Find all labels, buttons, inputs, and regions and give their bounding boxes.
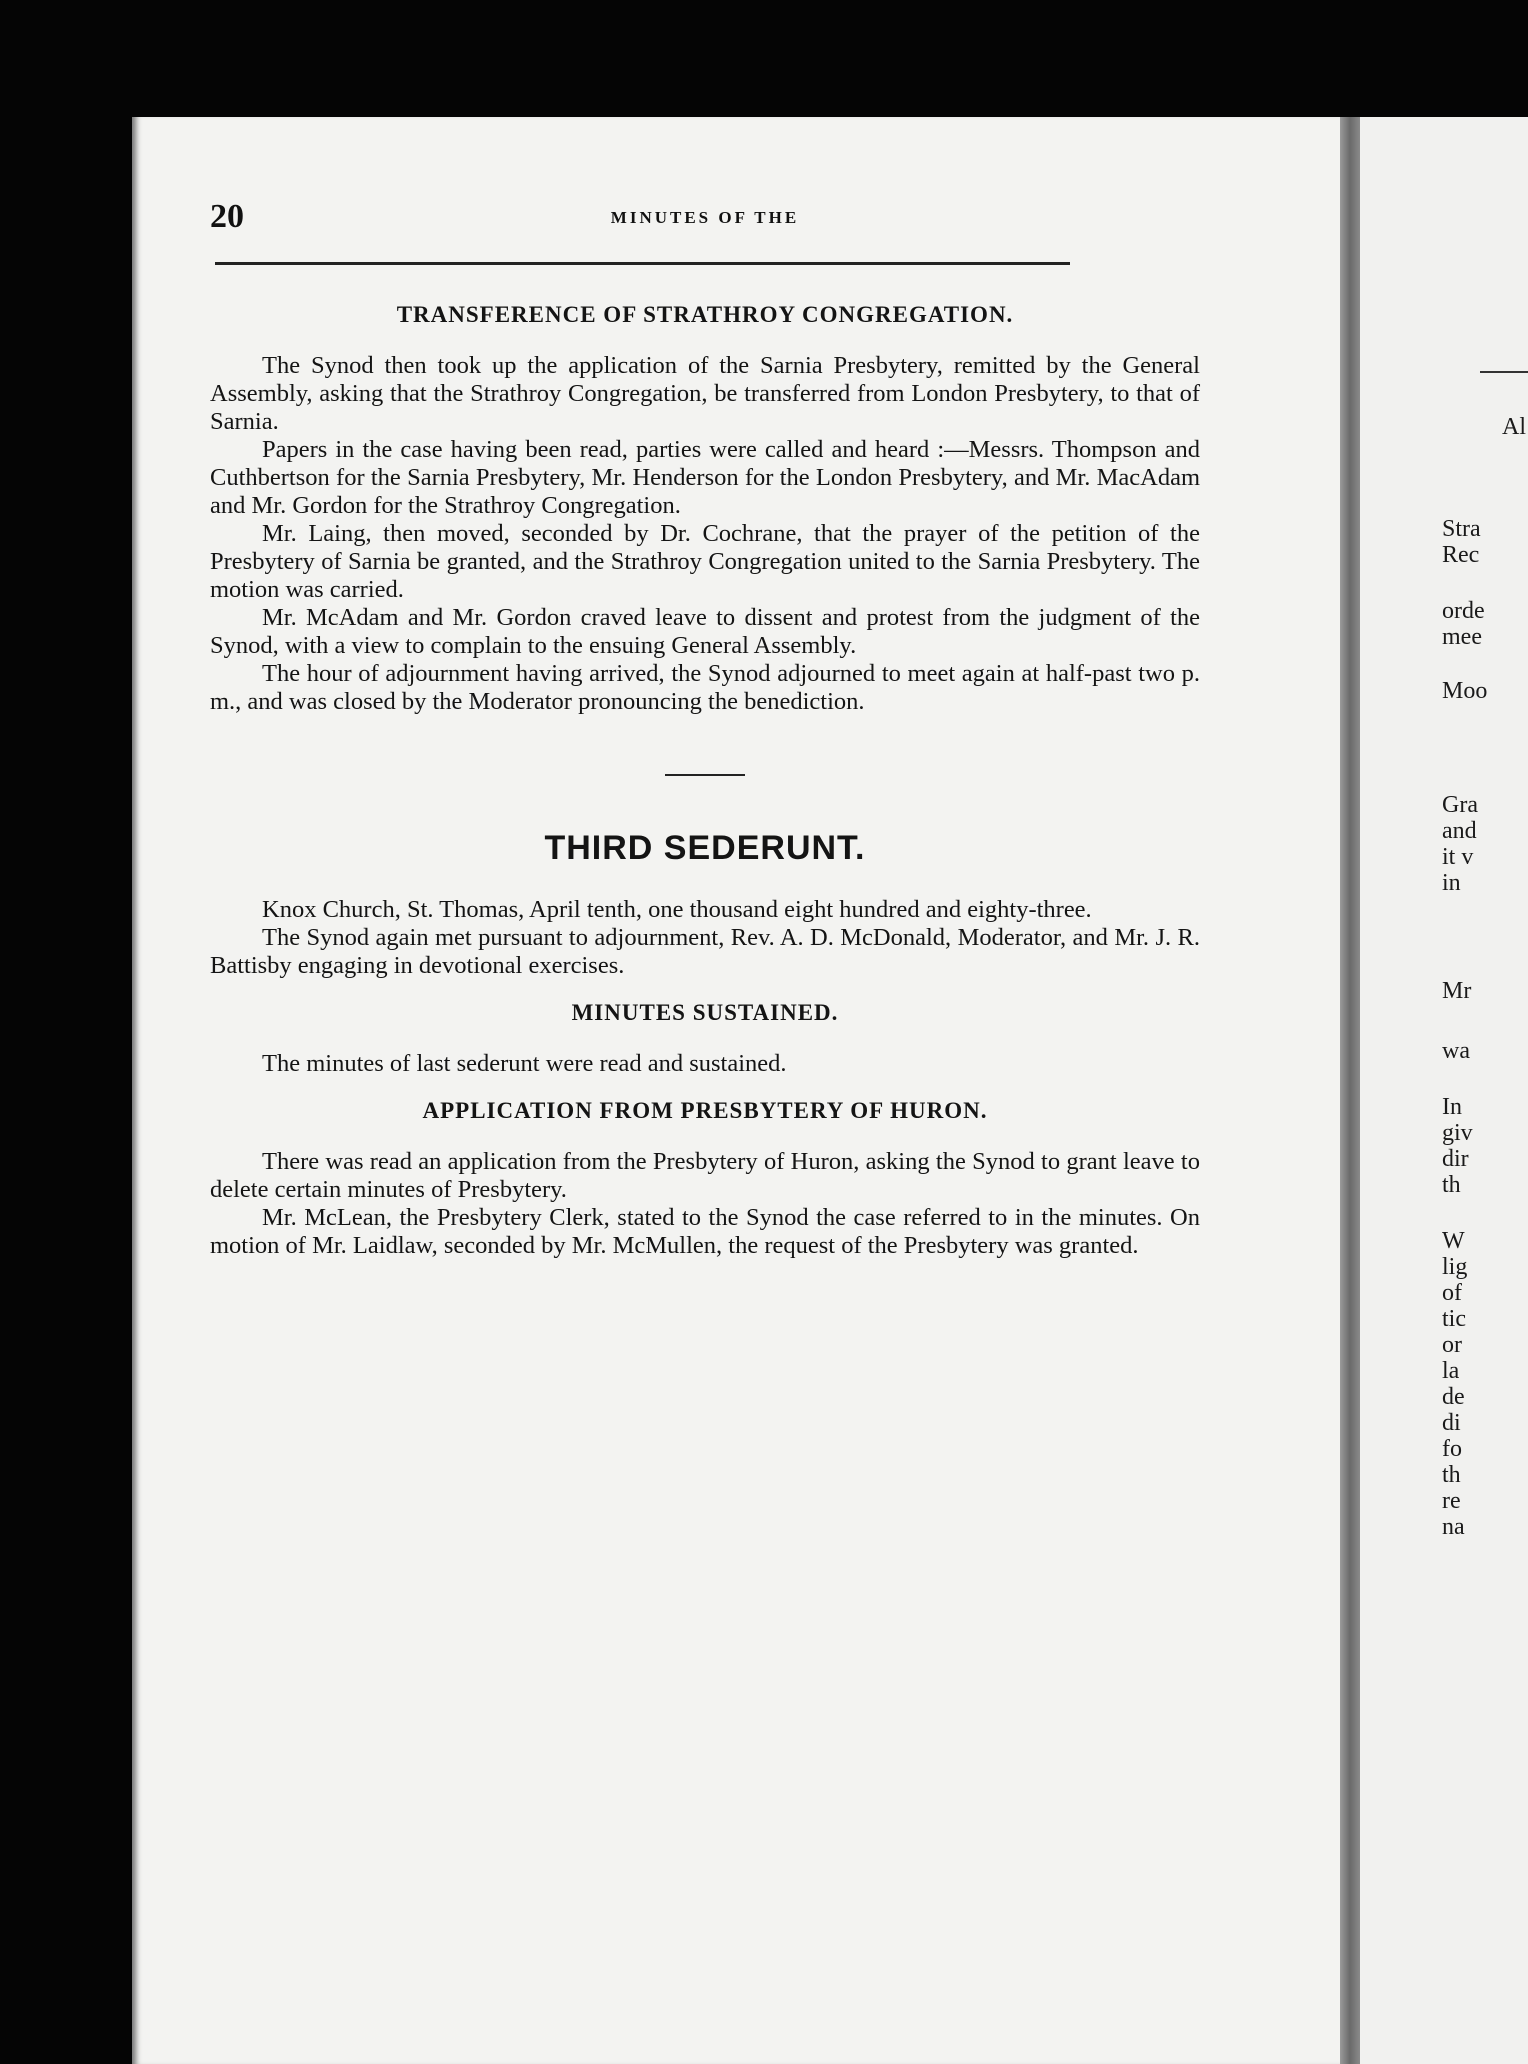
section-third-sederunt [210, 828, 1200, 980]
section-transference [210, 300, 1200, 716]
right-page-fragment: th [1442, 1172, 1461, 1198]
right-page-header-rule [1480, 371, 1528, 373]
right-page-fragment: th [1442, 1462, 1461, 1488]
right-page-fragment: W [1442, 1228, 1465, 1254]
section-heading: MINUTES SUSTAINED. [571, 1000, 839, 1025]
right-page-fragment: Mr [1442, 978, 1472, 1004]
right-page-fragment: Stra [1442, 516, 1481, 542]
page-number: 20 [210, 198, 244, 235]
paragraph: Mr. McLean, the Presbytery Clerk, stated to the Synod the case referred to in the minutes. On motion of Mr. Laidlaw, seconded by Mr. McMullen, the request of the Presbytery was granted. [210, 1204, 1200, 1259]
section-huron [210, 1096, 1200, 1260]
right-page-fragment: mee [1442, 624, 1482, 650]
right-page-fragment: re [1442, 1488, 1461, 1514]
section-heading: TRANSFERENCE OF STRATHROY CONGREGATION. [396, 302, 1014, 327]
right-page-fragment: lig [1442, 1254, 1468, 1280]
page-body [210, 300, 1200, 1260]
right-page-fragment: Gra [1442, 792, 1478, 818]
right-page-fragment: orde [1442, 598, 1485, 624]
right-page-fragment: de [1442, 1384, 1465, 1410]
right-page-fragment: wa [1442, 1038, 1470, 1064]
right-page-fragment: giv [1442, 1120, 1473, 1146]
right-page-fragment: Rec [1442, 542, 1480, 568]
section-minutes-sustained [210, 998, 1200, 1078]
book-gutter [1340, 117, 1360, 2064]
right-page-fragment: la [1442, 1358, 1460, 1384]
right-page-fragment: of [1442, 1280, 1462, 1306]
right-page-fragment: in [1442, 870, 1461, 896]
paragraph: The Synod then took up the application of the Sarnia Presbytery, remitted by the General Assembly, asking that the Strathroy Congregation, be transferred from London Presbytery, to that of Sarnia. [210, 352, 1200, 435]
paragraph: The hour of adjournment having arrived, the Synod adjourned to meet again at half-past two p. m., and was closed by the Moderator pronouncing the benediction. [210, 660, 1200, 715]
paragraph: Knox Church, St. Thomas, April tenth, one thousand eight hundred and eighty-three. [262, 896, 1092, 923]
right-page-fragment: dir [1442, 1146, 1469, 1172]
paragraph: Papers in the case having been read, parties were called and heard :—Messrs. Thompson and Cuthbertson for the Sarnia Presbytery, Mr. Henderson for the London Presbytery, and Mr. MacAdam and Mr. Gordon for the Strathroy Congregation. [210, 436, 1200, 519]
right-page-fragment: it v [1442, 844, 1474, 870]
right-page-fragment: fo [1442, 1436, 1462, 1462]
right-page-fragment: or [1442, 1332, 1462, 1358]
right-page-fragment: di [1442, 1410, 1461, 1436]
running-head: MINUTES OF THE [610, 208, 800, 227]
book-page-right-partial [1360, 117, 1528, 2064]
section-heading: APPLICATION FROM PRESBYTERY OF HURON. [422, 1098, 988, 1123]
paragraph: The Synod again met pursuant to adjournment, Rev. A. D. McDonald, Moderator, and Mr. J. R. Battisby engaging in devotional exercises. [210, 924, 1200, 979]
right-page-fragment: Moo [1442, 678, 1488, 704]
right-page-fragment: Al [1502, 414, 1526, 440]
page-header [210, 198, 1200, 238]
right-page-fragment: na [1442, 1514, 1465, 1540]
paragraph: Mr. Laing, then moved, seconded by Dr. Cochrane, that the prayer of the petition of the Presbytery of Sarnia be granted, and the Strathroy Congregation united to the Sarnia Presbytery. The motion was carried. [210, 520, 1200, 603]
right-page-fragment: and [1442, 818, 1477, 844]
right-page-fragment: tic [1442, 1306, 1466, 1332]
sederunt-heading: THIRD SEDERUNT. [544, 829, 866, 867]
paragraph: Mr. McAdam and Mr. Gordon craved leave to dissent and protest from the judgment of the Synod, with a view to complain to the ensuing General Assembly. [210, 604, 1200, 659]
right-page-fragment: In [1442, 1094, 1462, 1120]
paragraph: The minutes of last sederunt were read and sustained. [262, 1050, 787, 1077]
header-rule [215, 262, 1070, 265]
paragraph: There was read an application from the Presbytery of Huron, asking the Synod to grant leave to delete certain minutes of Presbytery. [210, 1148, 1200, 1203]
